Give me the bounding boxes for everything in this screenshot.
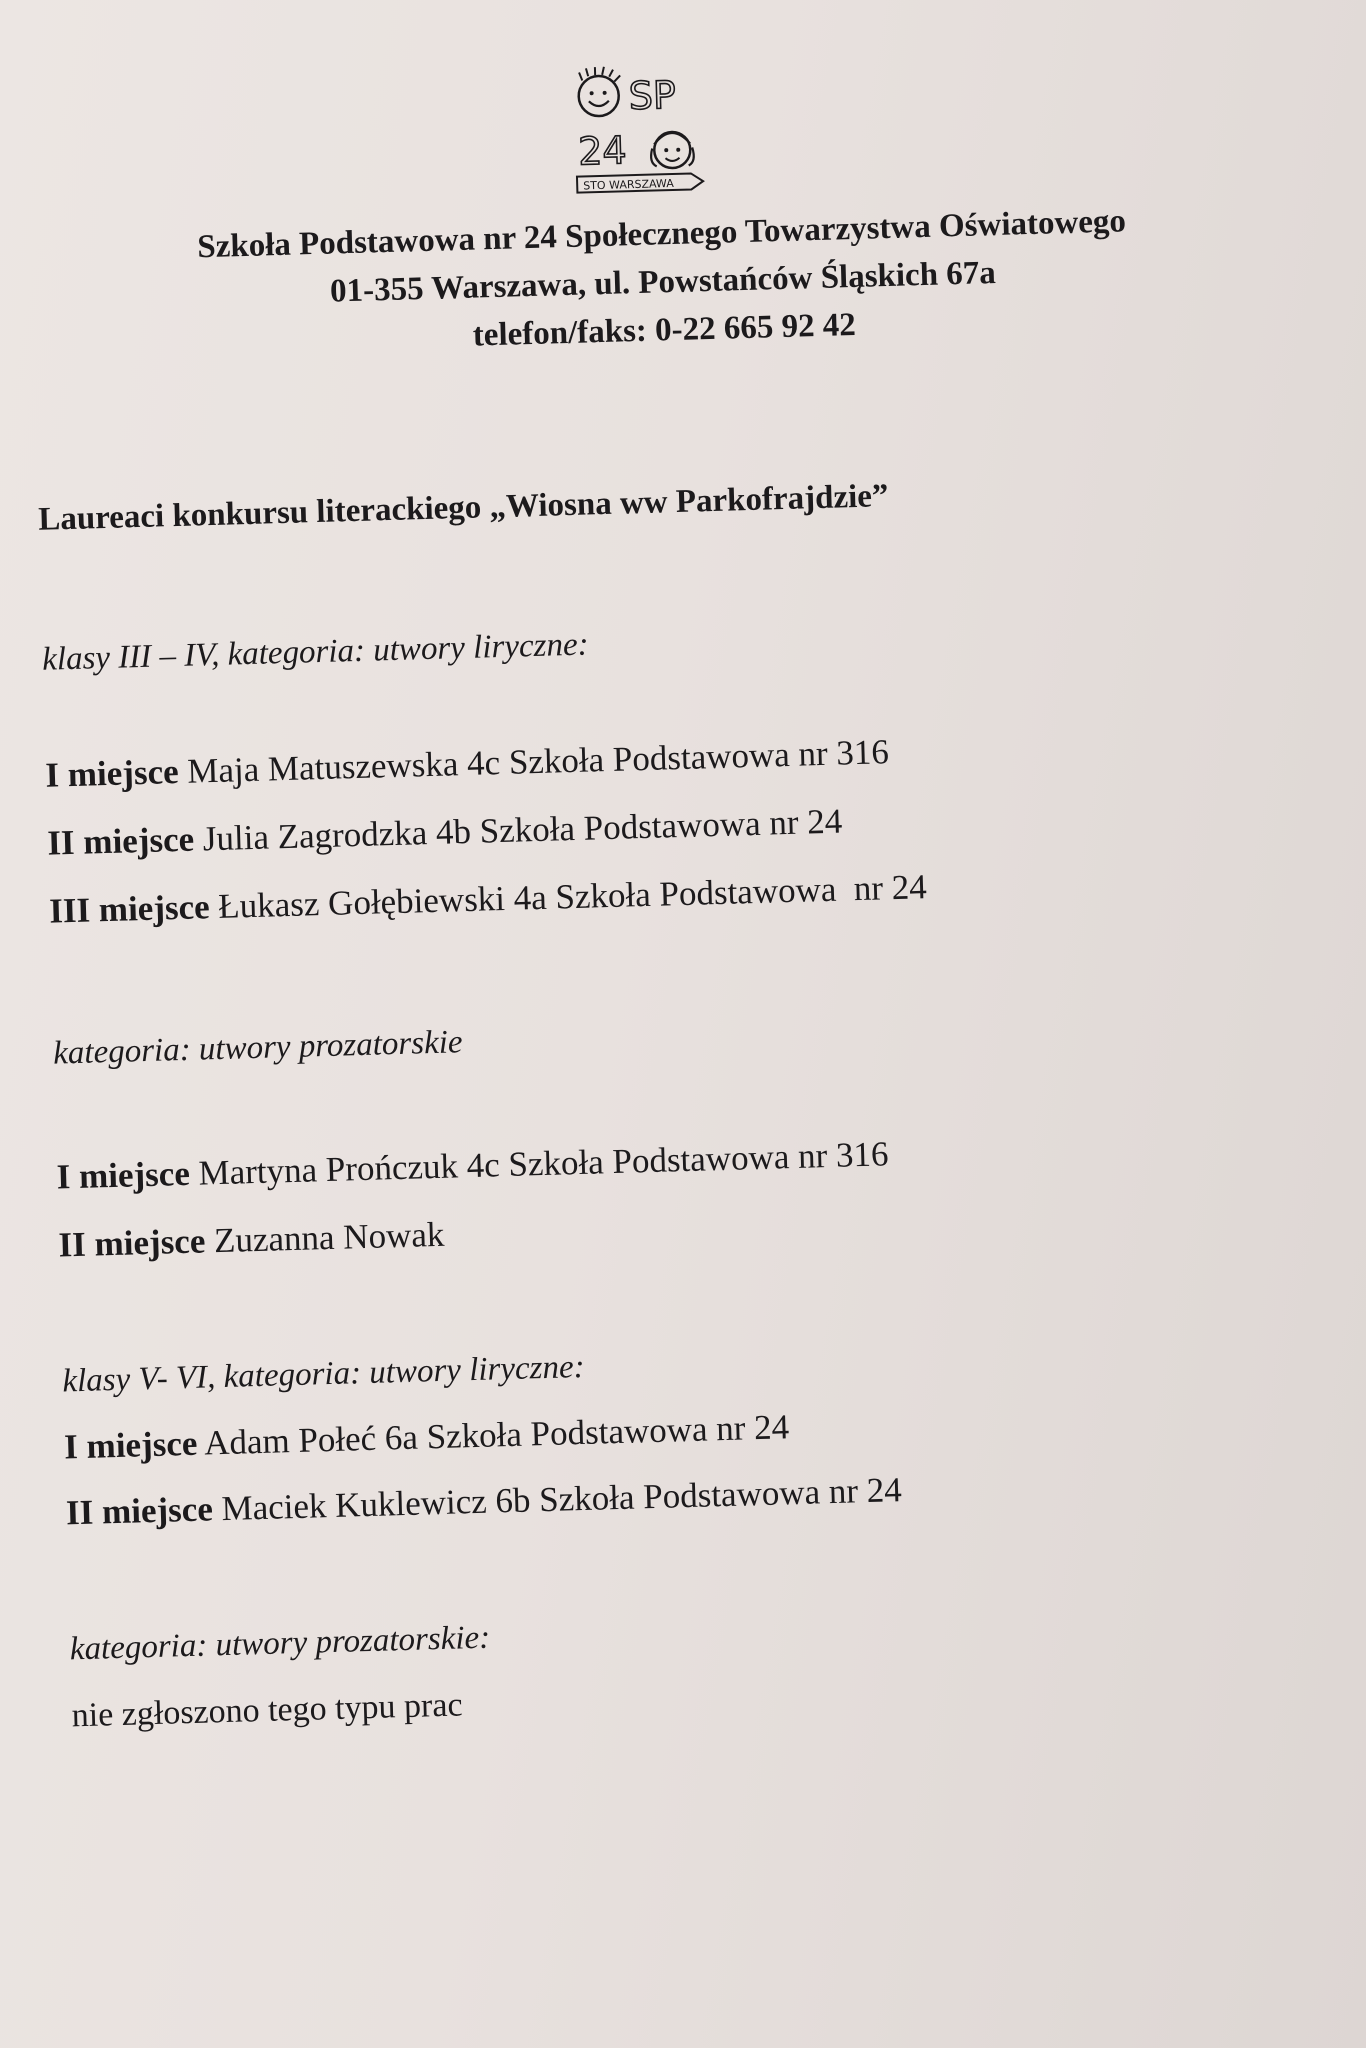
logo-letters: SP — [628, 72, 677, 119]
winner-place: III miejsce — [48, 887, 211, 931]
winner-place: I miejsce — [44, 752, 180, 795]
winner-row — [47, 801, 843, 863]
winner-place: II miejsce — [65, 1489, 214, 1533]
winner-details: Martyna Prończuk 4c Szkoła Podstawowa nr 316 — [189, 1134, 889, 1193]
winner-row — [45, 732, 889, 796]
winner-place: II miejsce — [58, 1221, 206, 1265]
winner-details: Adam Połeć 6a Szkoła Podstawowa nr 24 — [196, 1407, 790, 1463]
school-logo — [570, 63, 716, 197]
logo-number: 24 — [577, 128, 628, 174]
winner-details: Maja Matuszewska 4c Szkoła Podstawowa nr 316 — [178, 732, 890, 791]
no-entries-note: nie zgłoszono tego typu prac — [71, 1686, 464, 1735]
page-title: Laureaci konkursu literackiego „Wiosna ww Parkofrajdzie” — [37, 478, 889, 538]
winner-place: I miejsce — [63, 1423, 198, 1467]
winner-place: I miejsce — [56, 1153, 191, 1197]
winner-details: Maciek Kuklewicz 6b Szkoła Podstawowa nr 24 — [212, 1470, 903, 1529]
winner-place: II miejsce — [46, 819, 195, 863]
category-heading: klasy III – IV, kategoria: utwory liryczne: — [41, 626, 590, 678]
school-phone: telefon/faks: 0-22 665 92 42 — [472, 306, 857, 354]
category-heading: kategoria: utwory prozatorskie — [52, 1024, 464, 1072]
school-address: 01-355 Warszawa, ul. Powstańców Śląskich 67a — [329, 254, 997, 310]
winner-details: Łukasz Gołębiewski 4a Szkoła Podstawowa nr 24 — [209, 867, 928, 927]
winner-row — [58, 1215, 445, 1266]
winner-details: Zuzanna Nowak — [204, 1214, 445, 1261]
school-name: Szkoła Podstawowa nr 24 Społecznego Towarzystwa Oświatowego — [196, 203, 1127, 266]
winner-row — [64, 1407, 790, 1467]
winner-row — [56, 1134, 889, 1197]
winner-row — [49, 867, 928, 931]
winner-row — [66, 1470, 903, 1533]
logo-banner-text: STO WARSZAWA — [583, 176, 674, 193]
category-heading: klasy V- VI, kategoria: utwory liryczne: — [61, 1348, 586, 1400]
category-heading: kategoria: utwory prozatorskie: — [69, 1619, 491, 1668]
winner-details: Julia Zagrodzka 4b Szkoła Podstawowa nr 24 — [193, 801, 843, 859]
